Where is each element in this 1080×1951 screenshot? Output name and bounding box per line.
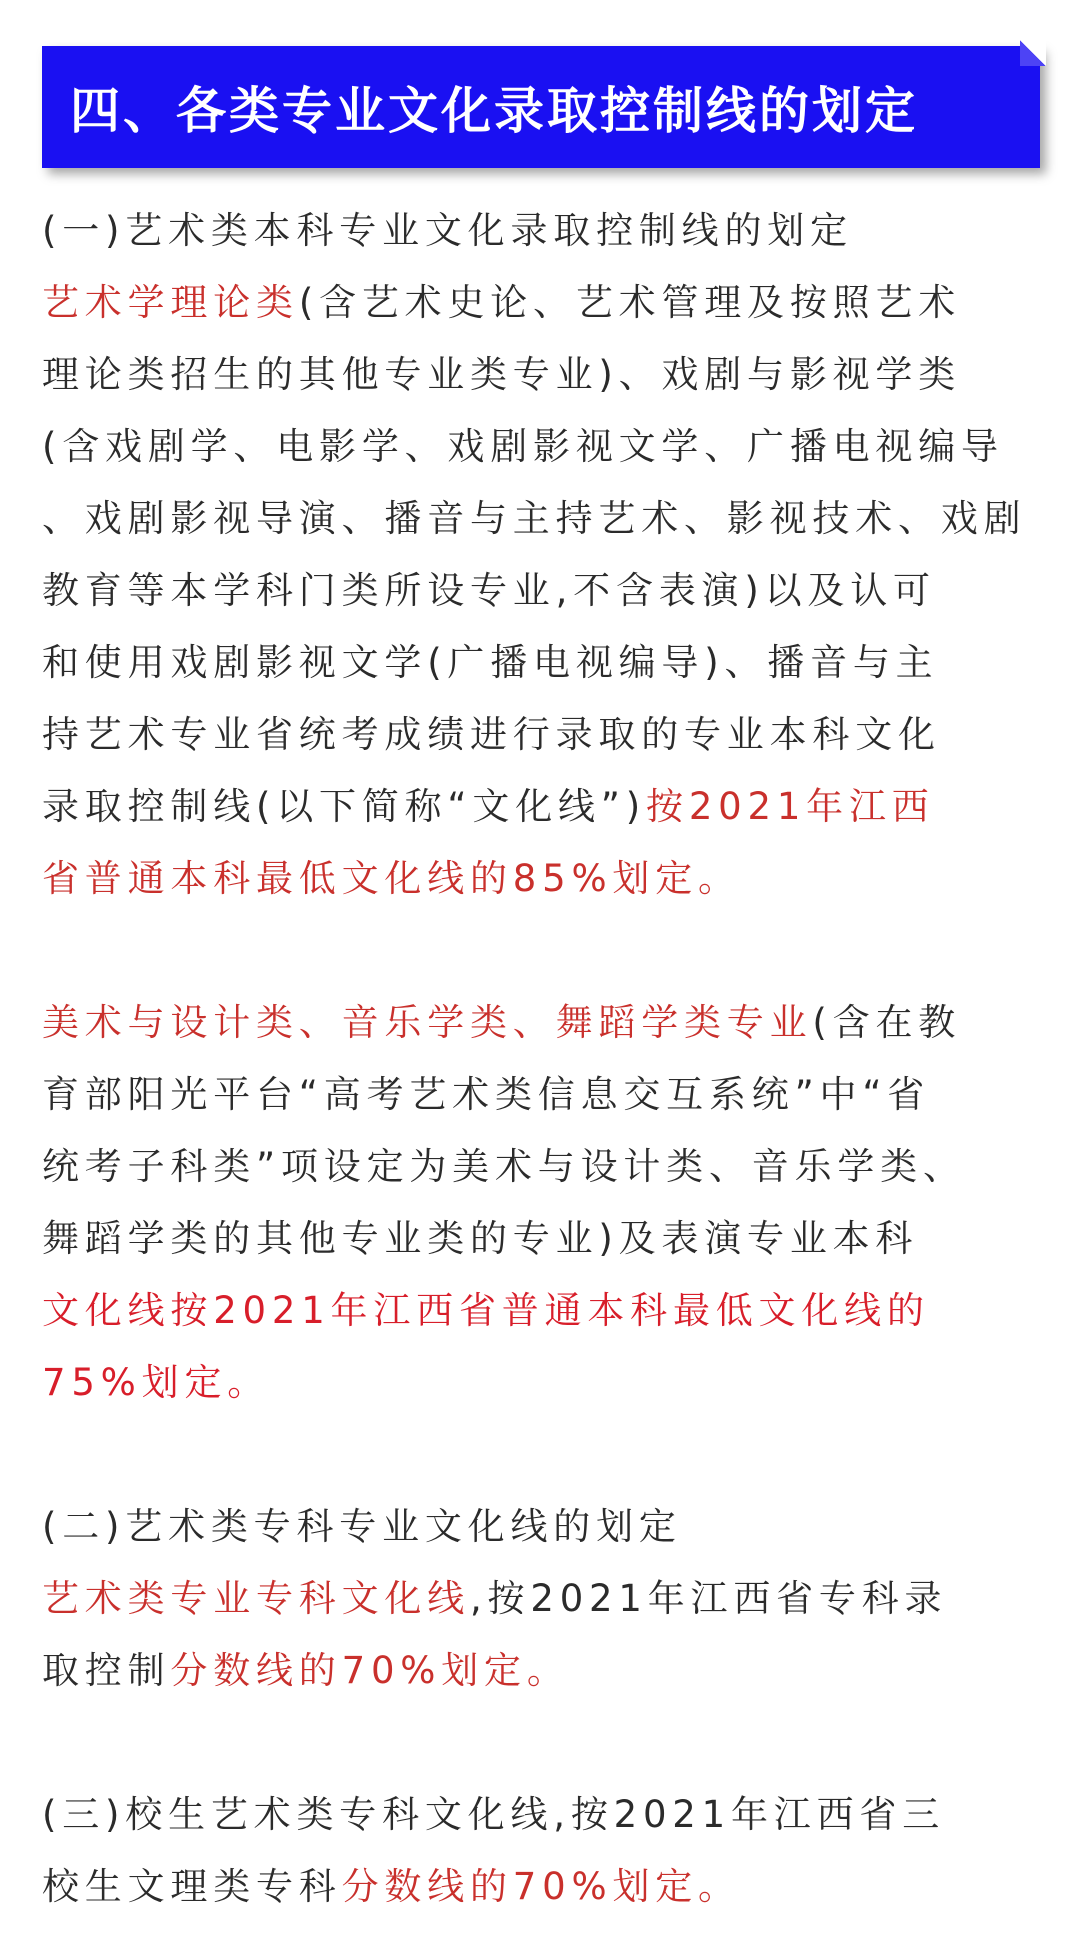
highlight-text: 艺术类专业专科文化线	[42, 1577, 470, 1620]
paragraph-line	[42, 267, 1042, 339]
section2	[42, 1491, 1042, 1707]
paragraph-line: 舞蹈学类的其他专业类的专业)及表演专业本科	[42, 1217, 919, 1260]
paragraph-line: 统考子科类”项设定为美术与设计类、音乐学类、	[42, 1145, 966, 1188]
paragraph-line: 持艺术专业省统考成绩进行录取的专业本科文化	[42, 713, 941, 756]
section2-heading: (二)艺术类专科专业文化线的划定	[42, 1505, 682, 1548]
paragraph-line: 理论类招生的其他专业类专业)、戏剧与影视学类	[42, 353, 962, 396]
body-text: 校生文理类专科	[42, 1865, 342, 1908]
highlight-text: 美术与设计类、音乐学类、舞蹈学类专业	[42, 1001, 813, 1044]
paragraph-line: 省普通本科最低文化线的85%划定。	[42, 857, 741, 900]
highlight-text: 艺术学理论类	[42, 281, 299, 324]
document-body	[42, 195, 1042, 1923]
body-text: (含艺术史论、艺术管理及按照艺术	[298, 281, 962, 324]
paragraph-line: (含戏剧学、电影学、戏剧影视文学、广播电视编导	[42, 425, 1004, 468]
highlight-text: 分数线的70%划定。	[170, 1649, 570, 1692]
paragraph-spacer	[42, 1419, 1042, 1491]
paragraph-line: 文化线按2021年江西省普通本科最低文化线的	[42, 1289, 930, 1332]
highlight-text: 按2021年江西	[646, 785, 935, 828]
paragraph-line	[42, 771, 1042, 843]
paragraph-spacer	[42, 915, 1042, 987]
section-banner	[42, 46, 1040, 168]
section3	[42, 1779, 1042, 1923]
paragraph-line: 、戏剧影视导演、播音与主持艺术、影视技术、戏剧	[42, 497, 1027, 540]
paragraph-line: 育部阳光平台“高考艺术类信息交互系统”中“省	[42, 1073, 931, 1116]
paragraph-line: 75%划定。	[42, 1361, 271, 1404]
section1-paragraph1	[42, 267, 1042, 915]
highlight-text: 分数线的70%划定。	[341, 1865, 741, 1908]
paragraph-line	[42, 1563, 1042, 1635]
banner-corner-decoration	[1020, 40, 1046, 66]
section3-heading: (三)校生艺术类专科文化线,按2021年江西省三	[42, 1793, 945, 1836]
body-text: (含在教	[812, 1001, 962, 1044]
paragraph-line: 和使用戏剧影视文学(广播电视编导)、播音与主	[42, 641, 939, 684]
body-text: 录取控制线(以下简称“文化线”)	[42, 785, 647, 828]
paragraph-line	[42, 987, 1042, 1059]
section1-paragraph2	[42, 987, 1042, 1419]
paragraph-line	[42, 1635, 1042, 1707]
body-text: 取控制	[42, 1649, 171, 1692]
paragraph-line	[42, 1851, 1042, 1923]
paragraph-spacer	[42, 1707, 1042, 1779]
body-text: ,按2021年江西省专科录	[470, 1577, 948, 1620]
paragraph-line: 教育等本学科门类所设专业,不含表演)以及认可	[42, 569, 936, 612]
banner-title: 四、各类专业文化录取控制线的划定	[70, 82, 918, 140]
section1-heading: (一)艺术类本科专业文化录取控制线的划定	[42, 209, 853, 252]
